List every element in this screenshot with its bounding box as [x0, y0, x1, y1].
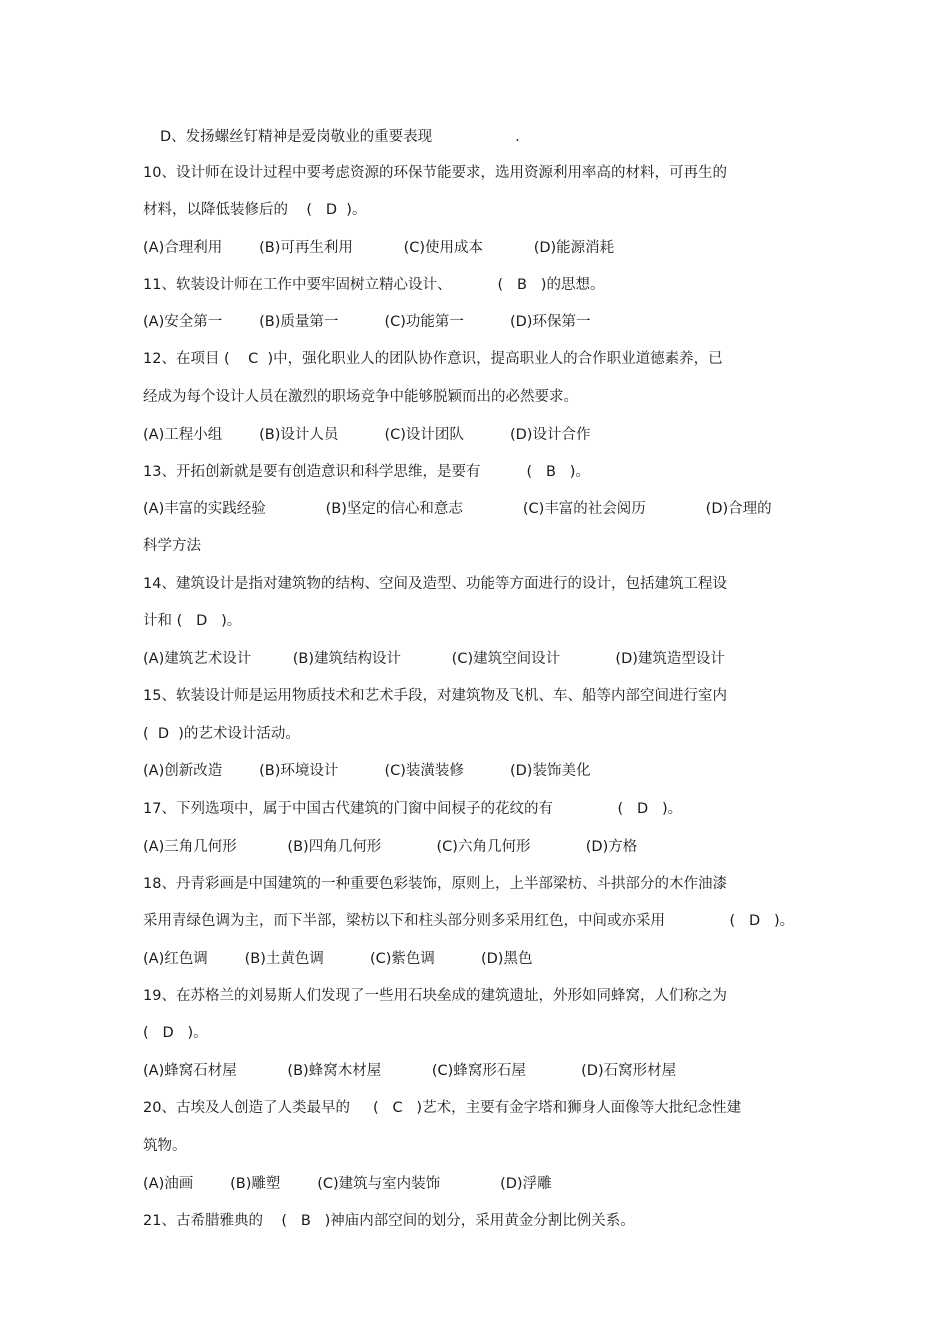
text-line: 材料，以降低装修后的 ( D )。: [143, 202, 367, 218]
question-19: 19、在苏格兰的刘易斯人们发现了一些用石块垒成的建筑遗址，外形如同蜂窝，人们称之为: [143, 988, 727, 1004]
options-12: (A)工程小组 (B)设计人员 (C)设计团队 (D)设计合作: [143, 427, 591, 443]
options-20: (A)油画 (B)雕塑 (C)建筑与室内装饰 (D)浮雕: [143, 1176, 552, 1192]
text-line: 采用青绿色调为主，而下半部，梁枋以下和柱头部分则多采用红色，中间或亦采用 ( D )。: [143, 913, 795, 929]
text-line: 科学方法: [143, 538, 201, 554]
question-15: 15、软装设计师是运用物质技术和艺术手段，对建筑物及飞机、车、船等内部空间进行室内: [143, 688, 727, 704]
text-line: 筑物。: [143, 1138, 187, 1154]
text-line: ( D )。: [143, 1025, 208, 1041]
options-18: (A)红色调 (B)土黄色调 (C)紫色调 (D)黑色: [143, 951, 533, 967]
options-15: (A)创新改造 (B)环境设计 (C)装潢装修 (D)装饰美化: [143, 763, 591, 779]
text-line: D、发扬螺丝钉精神是爱岗敬业的重要表现 .: [160, 129, 520, 145]
question-13: 13、开拓创新就是要有创造意识和科学思维，是要有 ( B )。: [143, 464, 590, 480]
question-18: 18、丹青彩画是中国建筑的一种重要色彩装饰，原则上，上半部梁枋、斗拱部分的木作油漆: [143, 876, 727, 892]
options-10: (A)合理利用 (B)可再生利用 (C)使用成本 (D)能源消耗: [143, 240, 615, 256]
question-21: 21、古希腊雅典的 ( B )神庙内部空间的划分，采用黄金分割比例关系。: [143, 1213, 635, 1229]
question-14: 14、建筑设计是指对建筑物的结构、空间及造型、功能等方面进行的设计，包括建筑工程设: [143, 576, 727, 592]
options-17: (A)三角几何形 (B)四角几何形 (C)六角几何形 (D)方格: [143, 839, 638, 855]
text-line: 计和 ( D )。: [143, 613, 242, 629]
question-20: 20、古埃及人创造了人类最早的 ( C )艺术，主要有金字塔和狮身人面像等大批纪念性建: [143, 1100, 742, 1116]
text-line: ( D )的艺术设计活动。: [143, 726, 300, 742]
question-12: 12、在项目 ( C )中，强化职业人的团队协作意识，提高职业人的合作职业道德素养，已: [143, 351, 723, 367]
question-11: 11、软装设计师在工作中要牢固树立精心设计、 ( B )的思想。: [143, 277, 605, 293]
question-17: 17、下列选项中，属于中国古代建筑的门窗中间棂子的花纹的有 ( D )。: [143, 801, 683, 817]
options-14: (A)建筑艺术设计 (B)建筑结构设计 (C)建筑空间设计 (D)建筑造型设计: [143, 651, 725, 667]
question-10: 10、设计师在设计过程中要考虑资源的环保节能要求，选用资源利用率高的材料，可再生的: [143, 165, 727, 181]
options-13: (A)丰富的实践经验 (B)坚定的信心和意志 (C)丰富的社会阅历 (D)合理的: [143, 501, 772, 517]
text-line: 经成为每个设计人员在激烈的职场竞争中能够脱颖而出的必然要求。: [143, 389, 578, 405]
options-19: (A)蜂窝石材屋 (B)蜂窝木材屋 (C)蜂窝形石屋 (D)石窝形材屋: [143, 1063, 677, 1079]
options-11: (A)安全第一 (B)质量第一 (C)功能第一 (D)环保第一: [143, 314, 591, 330]
